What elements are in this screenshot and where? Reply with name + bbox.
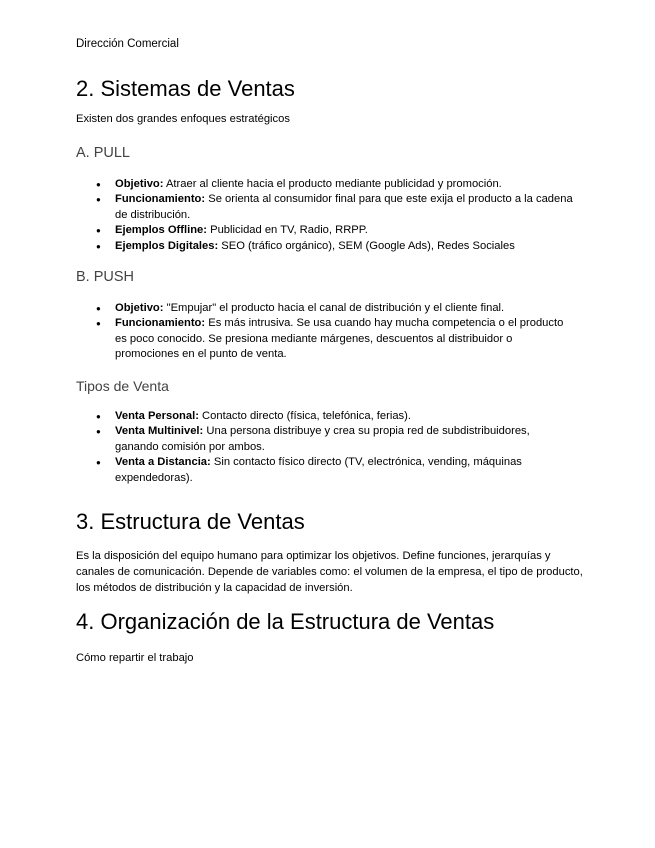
item-label: Funcionamiento:: [115, 317, 206, 330]
section-3-body: Es la disposición del equipo humano para optimizar los objetivos. Define funciones, jerarquías y canales de comunicación. Depende de variables como: el volumen de la empresa, el tipo de producto, los métodos de distribución y la capacidad de inversión.: [76, 550, 583, 594]
item-label: Venta a Distancia:: [115, 456, 211, 469]
tipos-list: [76, 409, 576, 486]
item-label: Ejemplos Offline:: [115, 224, 207, 237]
push-heading: B. PUSH: [76, 269, 135, 285]
item-label: Objetivo:: [115, 302, 164, 314]
item-text: Contacto directo (física, telefónica, ferias).: [198, 410, 411, 422]
list-item: [76, 409, 576, 424]
list-item: [76, 239, 576, 254]
item-label: Funcionamiento:: [115, 193, 206, 206]
pull-list: [76, 177, 576, 254]
section-3-title: 3. Estructura de Ventas: [76, 509, 305, 534]
section-2-intro: Existen dos grandes enfoques estratégicos: [76, 113, 290, 125]
item-text: Atraer al cliente hacia el producto mediante publicidad y promoción.: [163, 178, 502, 190]
list-item: [76, 192, 576, 223]
item-label: Objetivo:: [115, 178, 164, 190]
push-list: [76, 301, 576, 363]
pull-heading: A. PULL: [76, 145, 130, 161]
list-item: [76, 301, 576, 316]
section-4-body: Cómo repartir el trabajo: [76, 652, 194, 664]
list-item: [76, 316, 576, 362]
item-text: Una persona distribuye y crea su propia red de subdistribuidores, ganando comisión por ambos.: [115, 425, 530, 453]
item-text: Es más intrusiva. Se usa cuando hay mucha competencia o el producto es poco conocido. Se presiona mediante márgenes, descuentos al distribuidor o promociones en el punto de venta.: [115, 317, 564, 361]
section-2-title: 2. Sistemas de Ventas: [76, 76, 295, 101]
list-item: [76, 177, 576, 192]
item-text: "Empujar" el producto hacia el canal de distribución y el cliente final.: [163, 302, 505, 314]
list-item: [76, 455, 576, 486]
item-text: Sin contacto físico directo (TV, electrónica, vending, máquinas expendedoras).: [115, 456, 522, 484]
item-label: Venta Personal:: [115, 410, 199, 422]
item-label: Ejemplos Digitales:: [115, 239, 219, 252]
page-header: Dirección Comercial: [76, 38, 179, 50]
tipos-heading: Tipos de Venta: [76, 378, 169, 394]
section-4-title: 4. Organización de la Estructura de Ventas: [76, 609, 495, 634]
item-text: SEO (tráfico orgánico), SEM (Google Ads), Redes Sociales: [218, 239, 515, 252]
list-item: [76, 424, 576, 455]
item-label: Venta Multinivel:: [115, 425, 204, 438]
item-text: Se orienta al consumidor final para que este exija el producto a la cadena de distribución.: [115, 193, 573, 221]
list-item: [76, 223, 576, 238]
item-text: Publicidad en TV, Radio, RRPP.: [207, 224, 368, 237]
